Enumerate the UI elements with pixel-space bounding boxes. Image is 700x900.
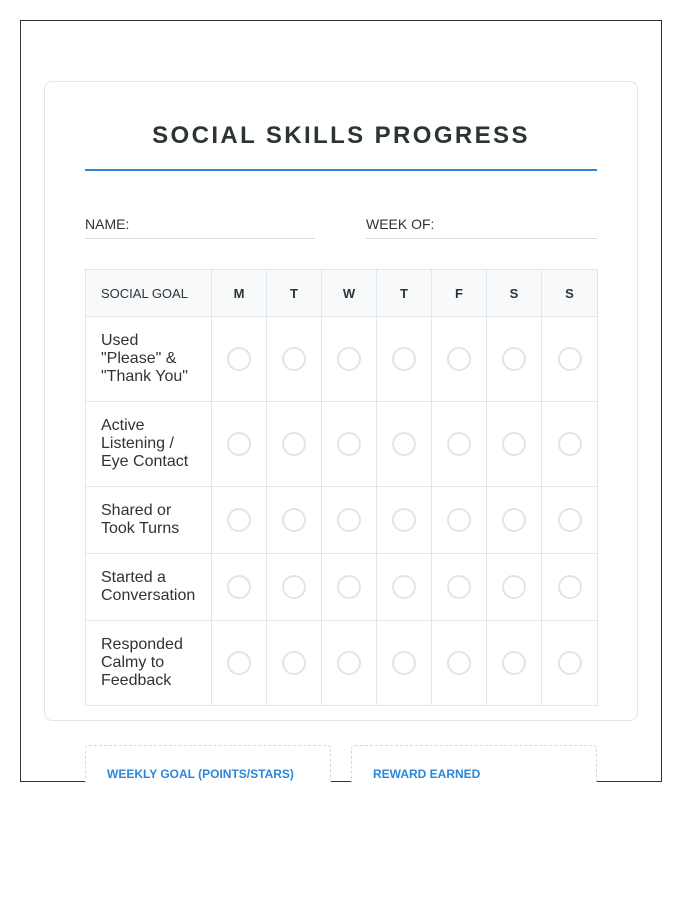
- checkmark-circle-icon[interactable]: [447, 651, 471, 675]
- checkmark-circle-icon[interactable]: [227, 347, 251, 371]
- day-cell-wed: [322, 317, 377, 402]
- checkmark-circle-icon[interactable]: [502, 651, 526, 675]
- day-cell-fri: [432, 621, 487, 706]
- checkmark-circle-icon[interactable]: [558, 575, 582, 599]
- social-goal-cell: Shared or Took Turns: [86, 487, 212, 554]
- checkmark-circle-icon[interactable]: [282, 347, 306, 371]
- checkmark-circle-icon[interactable]: [337, 575, 361, 599]
- checkmark-circle-icon[interactable]: [282, 575, 306, 599]
- day-cell-mon: [212, 487, 267, 554]
- checkmark-circle-icon[interactable]: [502, 575, 526, 599]
- social-goal-cell: Used "Please" & "Thank You": [86, 317, 212, 402]
- day-header-wed: W: [322, 270, 377, 317]
- title-underline: [85, 169, 597, 171]
- day-header-thu: T: [377, 270, 432, 317]
- day-header-sat: S: [487, 270, 542, 317]
- weekly-goal-label: WEEKLY GOAL (POINTS/STARS): [107, 767, 294, 781]
- day-cell-wed: [322, 621, 377, 706]
- day-cell-wed: [322, 402, 377, 487]
- checkmark-circle-icon[interactable]: [227, 508, 251, 532]
- checkmark-circle-icon[interactable]: [337, 432, 361, 456]
- page-bottom-margin: [0, 783, 700, 900]
- week-of-field[interactable]: [366, 216, 597, 239]
- day-cell-sat: [487, 621, 542, 706]
- checkmark-circle-icon[interactable]: [392, 347, 416, 371]
- day-cell-tue: [267, 621, 322, 706]
- goal-tracker-table: [85, 269, 598, 706]
- day-cell-sun: [542, 487, 598, 554]
- table-row: [86, 621, 598, 706]
- name-field[interactable]: [85, 216, 315, 239]
- checkmark-circle-icon[interactable]: [392, 508, 416, 532]
- day-header-fri: F: [432, 270, 487, 317]
- social-goal-cell: Started a Conversation: [86, 554, 212, 621]
- checkmark-circle-icon[interactable]: [392, 432, 416, 456]
- day-cell-tue: [267, 487, 322, 554]
- reward-earned-label: REWARD EARNED: [373, 767, 481, 781]
- day-cell-thu: [377, 487, 432, 554]
- day-cell-thu: [377, 621, 432, 706]
- checkmark-circle-icon[interactable]: [502, 347, 526, 371]
- page-title: SOCIAL SKILLS PROGRESS: [152, 122, 530, 149]
- checkmark-circle-icon[interactable]: [282, 508, 306, 532]
- day-cell-mon: [212, 554, 267, 621]
- checkmark-circle-icon[interactable]: [227, 432, 251, 456]
- checkmark-circle-icon[interactable]: [558, 347, 582, 371]
- day-cell-thu: [377, 554, 432, 621]
- day-cell-tue: [267, 317, 322, 402]
- day-header-tue: T: [267, 270, 322, 317]
- day-cell-mon: [212, 317, 267, 402]
- table-row: [86, 554, 598, 621]
- checkmark-circle-icon[interactable]: [392, 651, 416, 675]
- checkmark-circle-icon[interactable]: [558, 508, 582, 532]
- day-cell-sun: [542, 317, 598, 402]
- checkmark-circle-icon[interactable]: [447, 508, 471, 532]
- day-cell-sun: [542, 621, 598, 706]
- day-cell-fri: [432, 317, 487, 402]
- checkmark-circle-icon[interactable]: [392, 575, 416, 599]
- checkmark-circle-icon[interactable]: [447, 347, 471, 371]
- checkmark-circle-icon[interactable]: [227, 651, 251, 675]
- checkmark-circle-icon[interactable]: [337, 508, 361, 532]
- day-cell-wed: [322, 487, 377, 554]
- day-header-mon: M: [212, 270, 267, 317]
- name-label: NAME:: [85, 216, 130, 232]
- checkmark-circle-icon[interactable]: [502, 432, 526, 456]
- social-goal-header: SOCIAL GOAL: [86, 270, 212, 317]
- day-cell-thu: [377, 317, 432, 402]
- checkmark-circle-icon[interactable]: [447, 575, 471, 599]
- day-cell-sat: [487, 487, 542, 554]
- day-cell-tue: [267, 554, 322, 621]
- day-cell-fri: [432, 487, 487, 554]
- day-cell-mon: [212, 402, 267, 487]
- day-cell-thu: [377, 402, 432, 487]
- day-cell-sat: [487, 554, 542, 621]
- checkmark-circle-icon[interactable]: [447, 432, 471, 456]
- checkmark-circle-icon[interactable]: [337, 347, 361, 371]
- table-header-row: [86, 270, 598, 317]
- table-row: [86, 487, 598, 554]
- week-of-label: WEEK OF:: [366, 216, 435, 232]
- day-cell-sat: [487, 402, 542, 487]
- day-cell-fri: [432, 554, 487, 621]
- checkmark-circle-icon[interactable]: [227, 575, 251, 599]
- day-cell-tue: [267, 402, 322, 487]
- table-row: [86, 317, 598, 402]
- social-goal-cell: Active Listening / Eye Contact: [86, 402, 212, 487]
- day-header-sun: S: [542, 270, 598, 317]
- checkmark-circle-icon[interactable]: [558, 432, 582, 456]
- table-row: [86, 402, 598, 487]
- checkmark-circle-icon[interactable]: [502, 508, 526, 532]
- day-cell-mon: [212, 621, 267, 706]
- day-cell-sat: [487, 317, 542, 402]
- checkmark-circle-icon[interactable]: [282, 651, 306, 675]
- social-goal-cell: Responded Calmy to Feedback: [86, 621, 212, 706]
- checkmark-circle-icon[interactable]: [337, 651, 361, 675]
- checkmark-circle-icon[interactable]: [558, 651, 582, 675]
- day-cell-sun: [542, 554, 598, 621]
- day-cell-fri: [432, 402, 487, 487]
- day-cell-sun: [542, 402, 598, 487]
- day-cell-wed: [322, 554, 377, 621]
- checkmark-circle-icon[interactable]: [282, 432, 306, 456]
